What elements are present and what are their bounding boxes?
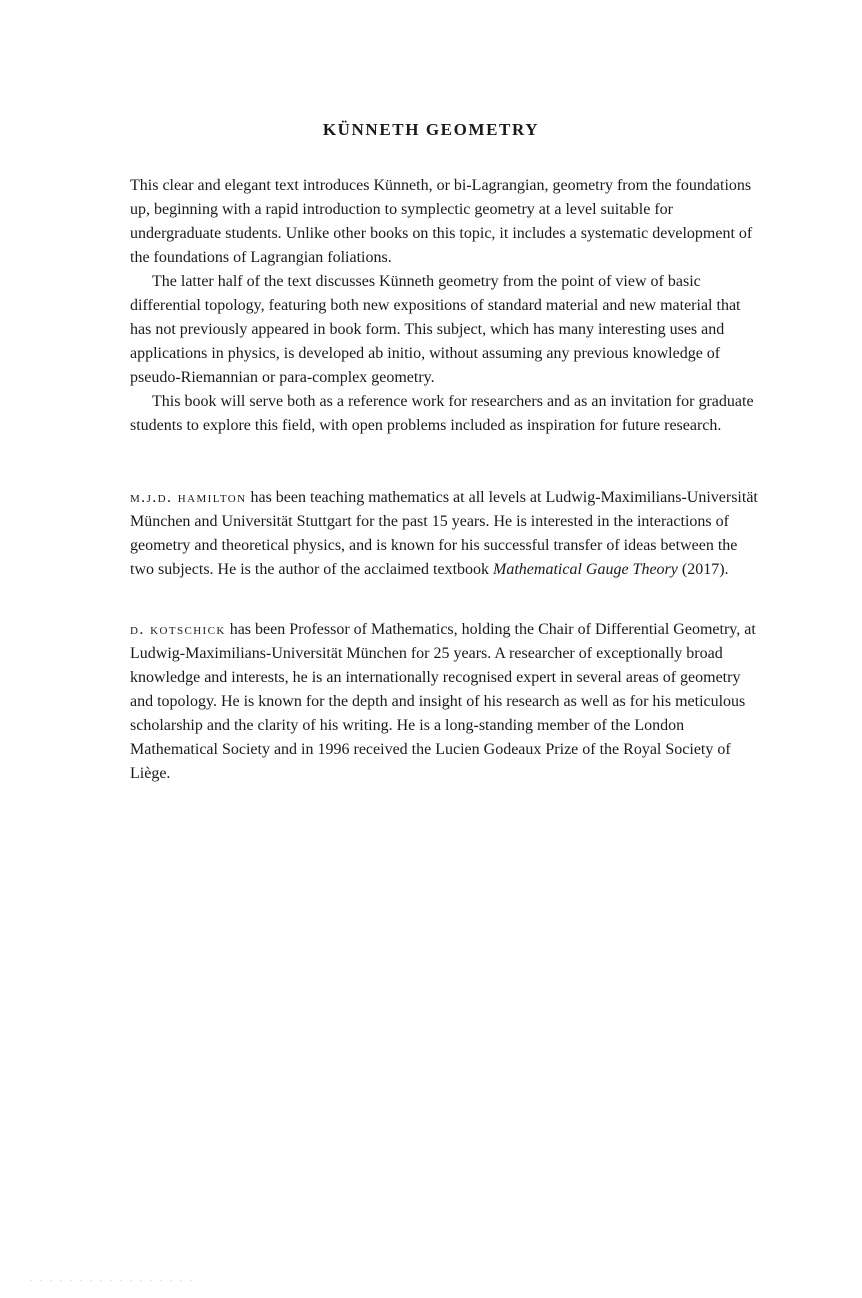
- blurb-paragraph-3: This book will serve both as a reference work for researchers and as an invitation for graduate students to explore this field, with open problems included as inspiration for future research.: [130, 393, 754, 434]
- page-title: KÜNNETH GEOMETRY: [322, 120, 540, 139]
- author-bio-hamilton: [130, 486, 758, 582]
- author-name-kotschick: d. kotschick: [130, 621, 226, 638]
- book-blurb: [130, 174, 758, 438]
- author-name-hamilton: m.j.d. hamilton: [130, 489, 247, 506]
- bio-hamilton-body: has been teaching mathematics at all levels at Ludwig-Maximilians-Universität München and Universität Stuttgart for the past 15 years. He is interested in the interactions of geometry and theoretical physics, and is known for his successful transfer of ideas between the two subjects. He is the author of the acclaimed textbook: [130, 489, 758, 578]
- author-bio-kotschick: [130, 618, 758, 786]
- bio-kotschick-body: has been Professor of Mathematics, holding the Chair of Differential Geometry, at Ludwig-Maximilians-Universität München for 25 years. A researcher of exceptionally broad knowledge and interests, he is an internationally recognised expert in several areas of geometry and topology. He is known for the depth and insight of his research as well as for his meticulous scholarship and the clarity of his writing. He is a long-standing member of the London Mathematical Society and in 1996 received the Lucien Godeaux Prize of the Royal Society of Liège.: [130, 621, 756, 782]
- blurb-paragraph-1: This clear and elegant text introduces Künneth, or bi-Lagrangian, geometry from the foundations up, beginning with a rapid introduction to symplectic geometry at a level suitable for undergraduate students. Unlike other books on this topic, it includes a systematic development of the foundations of Lagrangian foliations.: [130, 177, 753, 266]
- author-bio-hamilton-text: [130, 486, 758, 582]
- bio-hamilton-year: (2017).: [677, 561, 729, 578]
- author-bio-kotschick-text: [130, 618, 758, 786]
- footer-mark: . . . . . . . . . . . . . . . . .: [30, 1274, 195, 1283]
- blurb-paragraph-2: The latter half of the text discusses Künneth geometry from the point of view of basic differential topology, featuring both new expositions of standard material and new material that has not previously appeared in book form. This subject, which has many interesting uses and applications in physics, is developed ab initio, without assuming any previous knowledge of pseudo-Riemannian or para-complex geometry.: [130, 273, 741, 386]
- book-title-reference: Mathematical Gauge Theory: [493, 561, 678, 578]
